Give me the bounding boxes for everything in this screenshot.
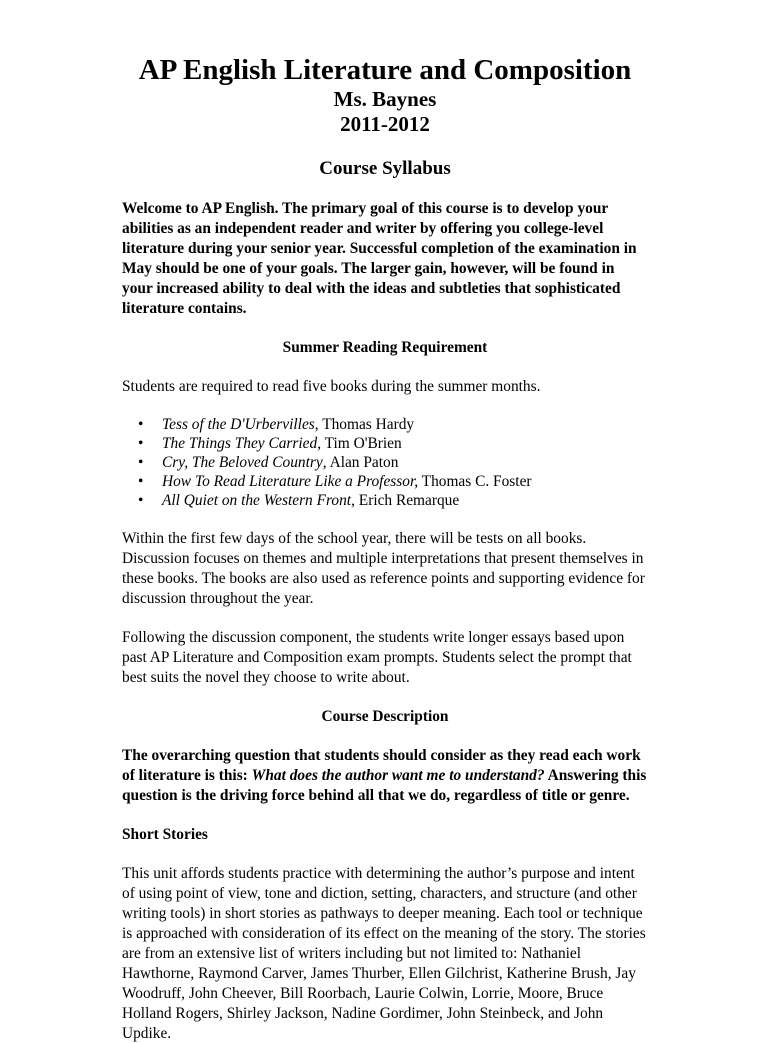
welcome-paragraph: Welcome to AP English. The primary goal of this course is to develop your abilities as an independent reader and writer by offering you college-level literature during your senior year. Successful completion of the examination in May should be one of your goals. The larger gain, however, will be found in your increased ability to deal with the ideas and subtleties that sophisticated literature contains. <box>122 200 637 317</box>
document-title: Course Syllabus <box>319 158 451 179</box>
overarching-lead: The overarching question that students should consider as they read each work of literature is this: <box>122 747 641 784</box>
summer-reading-intro: Students are required to read five books during the summer months. <box>122 378 541 395</box>
book-title: Cry, The Beloved Country <box>162 454 323 471</box>
book-title: The Things They Carried <box>162 435 318 452</box>
course-description-heading: Course Description <box>321 708 449 725</box>
book-author: , Thomas Hardy <box>314 416 415 433</box>
course-title: AP English Literature and Composition <box>138 54 632 86</box>
book-author: Thomas C. Foster <box>418 473 532 490</box>
bullet-icon: • <box>138 492 144 509</box>
school-year: 2011-2012 <box>340 112 430 136</box>
bullet-icon: • <box>138 435 144 452</box>
bullet-icon: • <box>138 454 144 471</box>
book-title: How To Read Literature Like a Professor, <box>162 473 419 490</box>
essays-paragraph: Following the discussion component, the students write longer essays based upon past AP Literature and Composition exam prompts. Students select the prompt that best suits the novel they choose to write about. <box>122 629 632 686</box>
summer-reading-heading: Summer Reading Requirement <box>282 339 488 356</box>
teacher-name: Ms. Baynes <box>333 87 437 111</box>
book-list-item <box>138 434 648 453</box>
book-author: , Erich Remarque <box>351 492 460 509</box>
book-author: , Tim O'Brien <box>317 435 402 452</box>
summer-book-list <box>122 415 648 510</box>
book-list-item <box>138 491 648 510</box>
book-author: , Alan Paton <box>322 454 399 471</box>
book-title: All Quiet on the Western Front <box>162 492 352 509</box>
overarching-question: What does the author want me to understand? <box>251 767 545 784</box>
book-list-item <box>138 453 648 472</box>
tests-paragraph: Within the first few days of the school year, there will be tests on all books. Discussion focuses on themes and multiple interpretations that present themselves in these books. The books are also used as reference points and supporting evidence for discussion throughout the year. <box>122 530 645 607</box>
book-title: Tess of the D'Urbervilles <box>162 416 315 433</box>
overarching-question-paragraph <box>122 746 648 806</box>
short-stories-heading: Short Stories <box>122 826 208 843</box>
bullet-icon: • <box>138 416 144 433</box>
bullet-icon: • <box>138 473 144 490</box>
book-list-item <box>138 415 648 434</box>
short-stories-paragraph: This unit affords students practice with determining the author’s purpose and intent of using point of view, tone and diction, setting, characters, and structure (and other writing tools) in short stories as pathways to deeper meaning. Each tool or technique is approached with consideration of its effect on the meaning of the story. The stories are from an extensive list of writers including but not limited to: Nathaniel Hawthorne, Raymond Carver, James Thurber, Ellen Gilchrist, Katherine Brush, Jay Woodruff, John Cheever, Bill Roorbach, Laurie Colwin, Lorrie, Moore, Bruce Holland Rogers, Shirley Jackson, Nadine Gordimer, John Steinbeck, and John Updike. <box>122 865 646 1042</box>
book-list-item <box>138 472 648 491</box>
overarching-tail: Answering this question is the driving force behind all that we do, regardless of title or genre. <box>122 767 647 804</box>
